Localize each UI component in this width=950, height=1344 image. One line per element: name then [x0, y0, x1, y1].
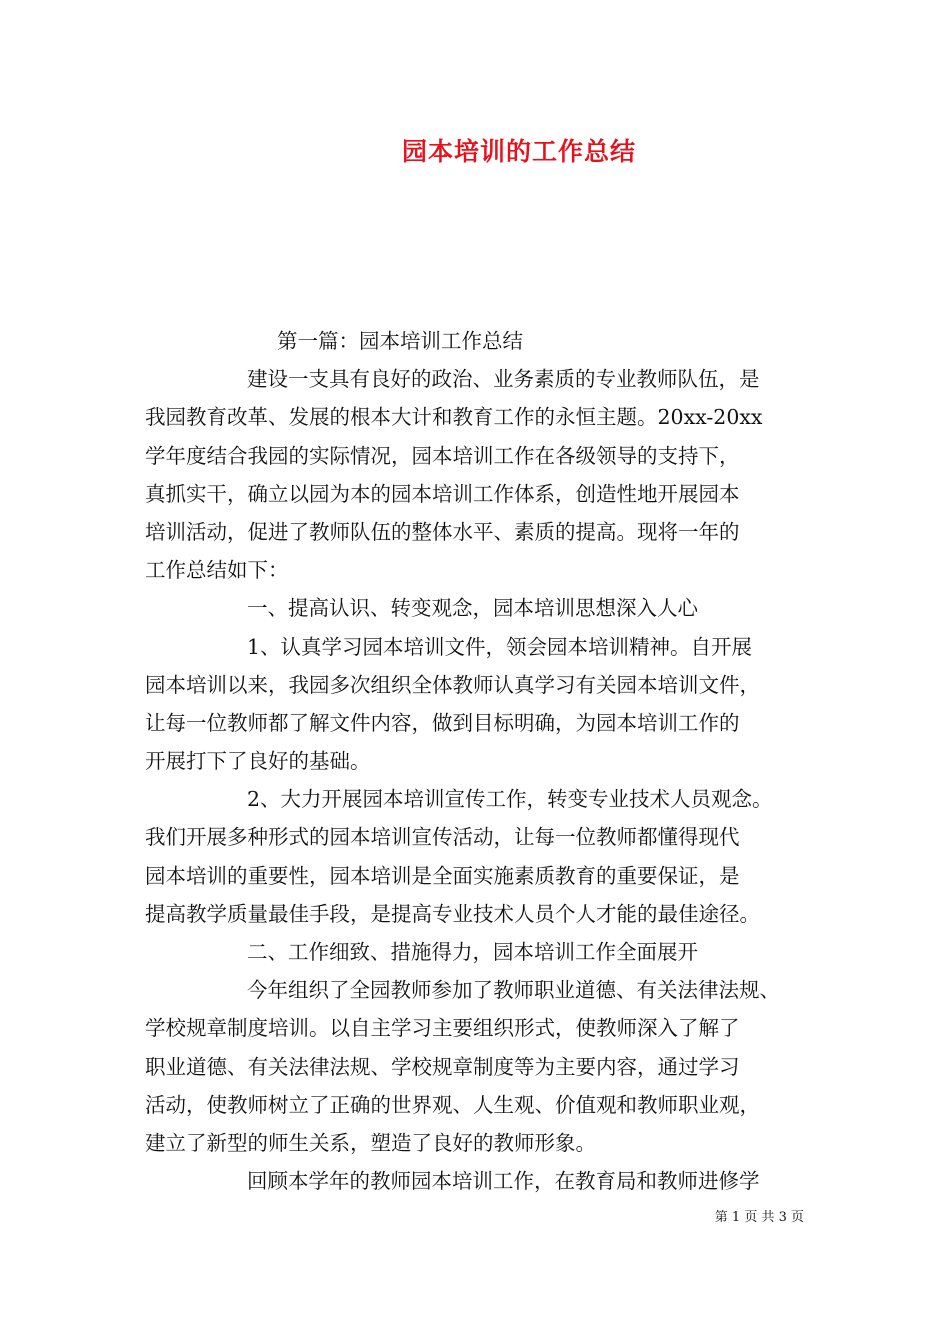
text-line: 工作总结如下：	[145, 558, 289, 583]
text-line: 二、工作细致、措施得力，园本培训工作全面展开	[247, 940, 698, 964]
text-line: 建立了新型的师生关系，塑造了良好的教师形象。	[145, 1130, 596, 1155]
text-line: 今年组织了全园教师参加了教师职业道德、有关法律法规、	[247, 978, 780, 1003]
text-line: 培训活动，促进了教师队伍的整体水平、素质的提高。现将一年的	[145, 519, 740, 544]
text-line: 活动，使教师树立了正确的世界观、人生观、价值观和教师职业观，	[145, 1092, 760, 1117]
document-title: 园本培训的工作总结	[401, 137, 636, 166]
text-line: 我们开展多种形式的园本培训宣传活动，让每一位教师都懂得现代	[145, 825, 740, 850]
text-line: 第一篇：园本培训工作总结	[277, 329, 523, 353]
document-body	[145, 322, 825, 1200]
text-line: 建设一支具有良好的政治、业务素质的专业教师队伍，是	[247, 367, 760, 392]
text-line: 开展打下了良好的基础。	[145, 749, 371, 774]
text-line: 园本培训以来，我园多次组织全体教师认真学习有关园本培训文件，	[145, 672, 760, 697]
text-line: 回顾本学年的教师园本培训工作，在教育局和教师进修学	[247, 1169, 760, 1194]
text-line: 学年度结合我园的实际情况，园本培训工作在各级领导的支持下，	[145, 443, 740, 468]
text-line: 真抓实干，确立以园为本的园本培训工作体系，创造性地开展园本	[145, 481, 740, 506]
text-line: 学校规章制度培训。以自主学习主要组织形式，使教师深入了解了	[145, 1016, 740, 1041]
text-line: 园本培训的重要性，园本培训是全面实施素质教育的重要保证，是	[145, 863, 740, 888]
text-line: 职业道德、有关法律法规、学校规章制度等为主要内容，通过学习	[145, 1054, 740, 1079]
page-footer: 第 1 页 共 3 页	[714, 1210, 804, 1225]
text-line: 我园教育改革、发展的根本大计和教育工作的永恒主题。20xx-20xx	[145, 405, 763, 430]
text-line: 一、提高认识、转变观念，园本培训思想深入人心	[247, 596, 698, 621]
text-line: 2、大力开展园本培训宣传工作，转变专业技术人员观念。	[247, 787, 773, 812]
text-line: 提高教学质量最佳手段，是提高专业技术人员个人才能的最佳途径。	[145, 901, 760, 926]
text-line: 1、认真学习园本培训文件，领会园本培训精神。自开展	[247, 634, 753, 659]
text-line: 让每一位教师都了解文件内容，做到目标明确，为园本培训工作的	[145, 710, 740, 735]
